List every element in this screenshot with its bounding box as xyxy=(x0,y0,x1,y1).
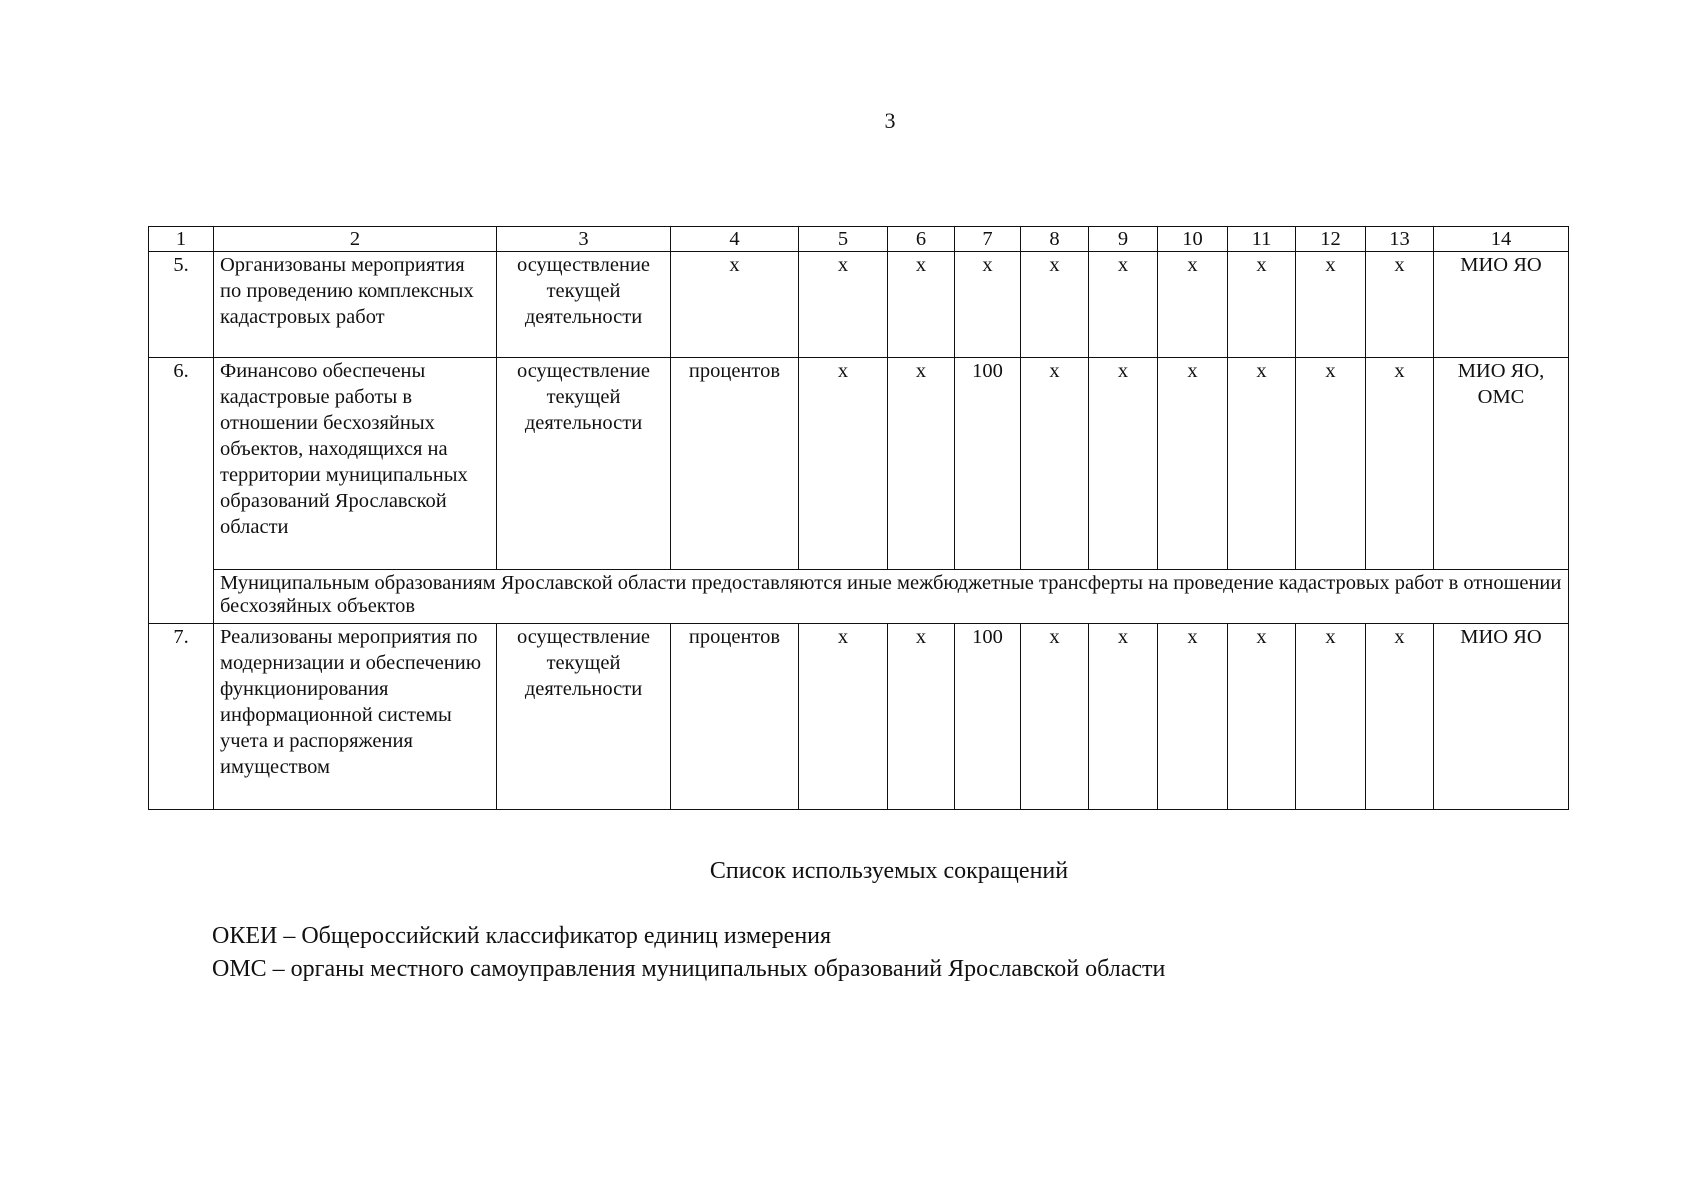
row-value: х xyxy=(799,252,888,358)
header-cell: 12 xyxy=(1296,227,1366,252)
header-cell: 4 xyxy=(671,227,799,252)
header-cell: 5 xyxy=(799,227,888,252)
row-number: 6. xyxy=(149,358,214,624)
row-basis: осуществление текущей деятельности xyxy=(497,358,671,570)
row-basis: осуществление текущей деятельности xyxy=(497,624,671,810)
row-value: х xyxy=(955,252,1021,358)
row-value: х xyxy=(1021,624,1089,810)
row-number: 7. xyxy=(149,624,214,810)
row-value: х xyxy=(888,252,955,358)
row-basis: осуществление текущей деятельности xyxy=(497,252,671,358)
header-cell: 9 xyxy=(1089,227,1158,252)
table-row xyxy=(149,358,1569,570)
row-value: х xyxy=(1228,624,1296,810)
header-cell: 7 xyxy=(955,227,1021,252)
abbreviations-list xyxy=(212,920,1165,986)
row-value: х xyxy=(1296,624,1366,810)
row-value: х xyxy=(1089,252,1158,358)
abbreviations-title: Список используемых сокращений xyxy=(709,858,1069,884)
row-value: х xyxy=(1021,358,1089,570)
header-cell: 13 xyxy=(1366,227,1434,252)
indicators-table-wrap xyxy=(148,226,1568,810)
row-value: х xyxy=(1089,358,1158,570)
table-row xyxy=(149,624,1569,810)
table-note-row xyxy=(149,570,1569,624)
header-cell: 1 xyxy=(149,227,214,252)
row-value: х xyxy=(799,358,888,570)
row-value: х xyxy=(1158,624,1228,810)
header-cell: 2 xyxy=(214,227,497,252)
table-row xyxy=(149,252,1569,358)
row-name: Реализованы мероприятия по модернизации и обеспечению функционирования информационной системы учета и распоряжения имуществом xyxy=(214,624,497,810)
row-value: х xyxy=(1296,358,1366,570)
header-cell: 11 xyxy=(1228,227,1296,252)
row-note: Муниципальным образованиям Ярославской области предоставляются иные межбюджетные трансферты на проведение кадастровых работ в отношении бесхозяйных объектов xyxy=(214,570,1569,624)
indicators-table xyxy=(148,226,1569,810)
row-value: х xyxy=(1158,252,1228,358)
header-cell: 10 xyxy=(1158,227,1228,252)
row-value: х xyxy=(1366,252,1434,358)
row-value: х xyxy=(888,358,955,570)
row-number: 5. xyxy=(149,252,214,358)
row-name: Финансово обеспечены кадастровые работы в отношении бесхозяйных объектов, находящихся на территории муниципальных образований Ярославской области xyxy=(214,358,497,570)
row-unit: процентов xyxy=(671,624,799,810)
row-value: х xyxy=(888,624,955,810)
row-value: х xyxy=(1021,252,1089,358)
row-name: Организованы мероприятия по проведению комплексных кадастровых работ xyxy=(214,252,497,358)
abbreviation-item: ОМС – органы местного самоуправления муниципальных образований Ярославской области xyxy=(212,956,1166,982)
page-number: 3 xyxy=(884,108,896,133)
row-unit: х xyxy=(671,252,799,358)
row-value: х xyxy=(1228,358,1296,570)
row-responsible: МИО ЯО xyxy=(1434,624,1569,810)
row-responsible: МИО ЯО, ОМС xyxy=(1434,358,1569,570)
row-value: х xyxy=(1089,624,1158,810)
row-value: 100 xyxy=(955,358,1021,570)
row-responsible: МИО ЯО xyxy=(1434,252,1569,358)
row-value: 100 xyxy=(955,624,1021,810)
row-value: х xyxy=(1228,252,1296,358)
row-value: х xyxy=(1296,252,1366,358)
header-cell: 14 xyxy=(1434,227,1569,252)
row-value: х xyxy=(1366,624,1434,810)
header-cell: 8 xyxy=(1021,227,1089,252)
row-value: х xyxy=(799,624,888,810)
table-header-row xyxy=(149,227,1569,252)
header-cell: 6 xyxy=(888,227,955,252)
abbreviation-item: ОКЕИ – Общероссийский классификатор единиц измерения xyxy=(212,923,832,949)
row-value: х xyxy=(1158,358,1228,570)
header-cell: 3 xyxy=(497,227,671,252)
row-value: х xyxy=(1366,358,1434,570)
row-unit: процентов xyxy=(671,358,799,570)
